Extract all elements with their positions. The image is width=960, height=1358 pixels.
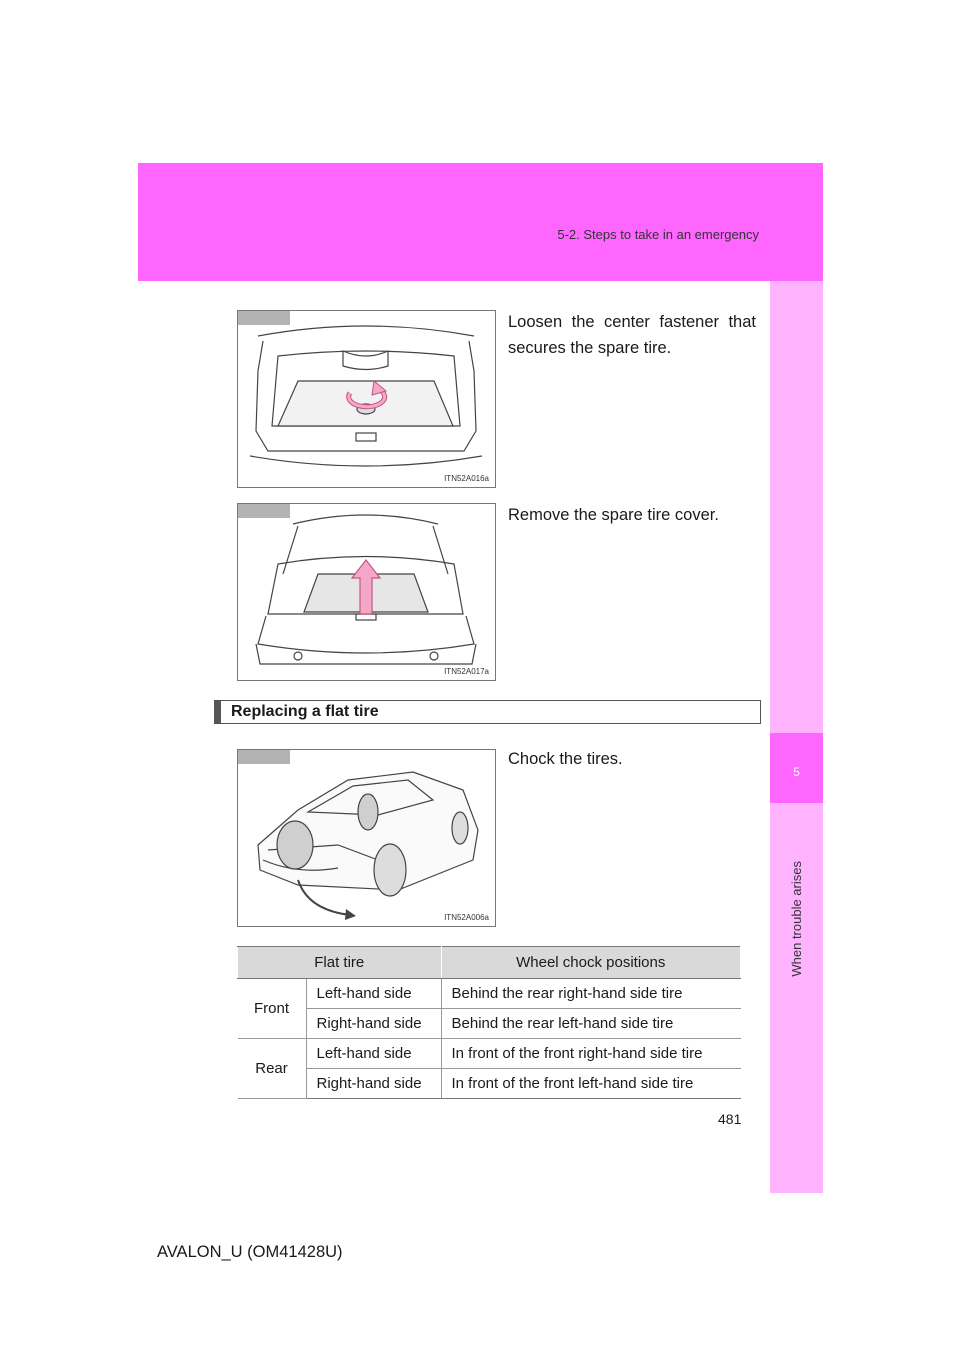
table-cell-side: Left-hand side xyxy=(306,979,441,1009)
table-header-row xyxy=(238,947,741,979)
table-cell-position: Behind the rear right-hand side tire xyxy=(441,979,741,1009)
table-group-label: Front xyxy=(238,979,307,1039)
section-heading: 5-2. Steps to take in an emergency xyxy=(557,227,759,242)
table-header-chock-positions: Wheel chock positions xyxy=(441,947,741,979)
section-heading-bar xyxy=(214,700,761,724)
figure-remove-cover xyxy=(237,503,496,681)
wheel-chock-table xyxy=(237,946,741,1099)
table-row xyxy=(238,1039,741,1069)
step-text-loosen-fastener: Loosen the center fastener that secures the spare tire. xyxy=(508,313,756,357)
section-marker xyxy=(215,701,221,723)
table-row xyxy=(238,1009,741,1039)
page-number: 481 xyxy=(718,1111,742,1127)
table-header-flat-tire: Flat tire xyxy=(238,947,442,979)
table-cell-side: Left-hand side xyxy=(306,1039,441,1069)
table-cell-side: Right-hand side xyxy=(306,1069,441,1099)
document-footer-id: AVALON_U (OM41428U) xyxy=(157,1243,343,1261)
figure-loosen-fastener xyxy=(237,310,496,488)
table-row xyxy=(238,1069,741,1099)
figure-chock-tires xyxy=(237,749,496,927)
chock-tires-illustration xyxy=(238,750,495,926)
figure-code: ITN52A006a xyxy=(444,913,489,922)
table-cell-position: Behind the rear left-hand side tire xyxy=(441,1009,741,1039)
remove-cover-illustration xyxy=(238,504,495,680)
figure-code: ITN52A016a xyxy=(444,474,489,483)
table-cell-side: Right-hand side xyxy=(306,1009,441,1039)
step-text-remove-cover: Remove the spare tire cover. xyxy=(508,506,719,524)
table-row xyxy=(238,979,741,1009)
chapter-side-tab xyxy=(770,281,823,1193)
table-cell-position: In front of the front left-hand side tire xyxy=(441,1069,741,1099)
chapter-number: 5 xyxy=(770,733,823,803)
chapter-label: When trouble arises xyxy=(789,861,804,977)
step-text-chock-tires: Chock the tires. xyxy=(508,750,623,768)
figure-code: ITN52A017a xyxy=(444,667,489,676)
table-cell-position: In front of the front right-hand side tire xyxy=(441,1039,741,1069)
trunk-fastener-illustration xyxy=(238,311,495,487)
header-band xyxy=(138,163,823,281)
section-title: Replacing a flat tire xyxy=(231,703,379,720)
table-group-label: Rear xyxy=(238,1039,307,1099)
